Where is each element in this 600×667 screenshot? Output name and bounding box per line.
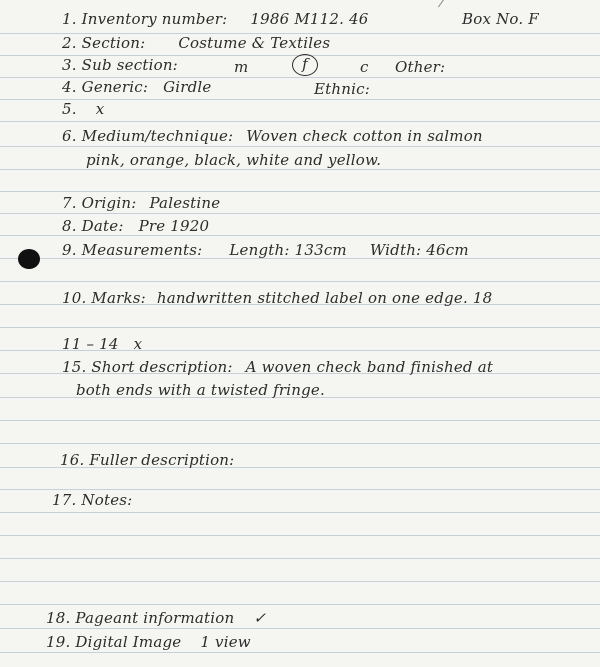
ruled-line	[0, 213, 600, 214]
field-ethnic: Ethnic:	[314, 80, 370, 98]
field-section	[62, 34, 330, 52]
field-marks	[62, 289, 492, 307]
field-inventory-number	[62, 10, 369, 28]
punch-hole	[18, 249, 40, 269]
ruled-line	[0, 420, 600, 421]
field-label: 2. Section:	[62, 34, 146, 52]
field-notes: 17. Notes:	[52, 491, 133, 509]
field-value: Woven check cotton in salmon	[246, 127, 483, 145]
field-date	[62, 217, 209, 235]
field-label: 9. Measurements:	[62, 241, 203, 259]
field-value-length: Length: 133cm	[229, 241, 347, 259]
field-medium-technique-continued: pink, orange, black, white and yellow.	[86, 151, 382, 169]
field-short-description-continued: both ends with a twisted fringe.	[76, 381, 325, 399]
field-label: 8. Date:	[62, 217, 124, 235]
ruled-line	[0, 169, 600, 170]
tick-mark: ✓	[253, 609, 267, 627]
field-5	[62, 100, 104, 118]
field-value: Costume & Textiles	[178, 34, 331, 52]
field-label: 10. Marks:	[62, 289, 146, 307]
ruled-line	[0, 489, 600, 490]
sub-section-m: m	[234, 58, 249, 76]
ruled-line	[0, 604, 600, 605]
field-label: 7. Origin:	[62, 194, 137, 212]
field-11-14	[62, 335, 142, 353]
ruled-line	[0, 558, 600, 559]
ruled-line	[0, 443, 600, 444]
field-fuller-description: 16. Fuller description:	[60, 451, 235, 469]
field-sub-section	[62, 56, 178, 74]
field-value-width: Width: 46cm	[369, 241, 469, 259]
field-value: Girdle	[163, 78, 212, 96]
field-label: 11 – 14	[62, 335, 119, 353]
field-pageant-information	[46, 609, 266, 627]
corner-pen-mark	[426, 0, 444, 7]
field-value: Palestine	[149, 194, 221, 212]
ruled-line	[0, 121, 600, 122]
field-label: 3. Sub section:	[62, 56, 178, 74]
field-value: handwritten stitched label on one edge. 18	[156, 289, 493, 307]
field-measurements	[62, 241, 469, 259]
ruled-line	[0, 535, 600, 536]
ruled-line	[0, 512, 600, 513]
field-value: x	[133, 335, 143, 353]
field-generic	[62, 78, 212, 96]
field-label: 18. Pageant information	[46, 609, 235, 627]
ruled-line	[0, 235, 600, 236]
ruled-line	[0, 146, 600, 147]
field-short-description	[62, 358, 493, 376]
field-origin	[62, 194, 220, 212]
box-number: Box No. F	[462, 10, 539, 28]
ruled-line	[0, 191, 600, 192]
sub-section-c: c	[360, 58, 369, 76]
sub-section-other: Other:	[395, 58, 446, 76]
field-value: A woven check band finished at	[245, 358, 494, 376]
field-label: 19. Digital Image	[46, 633, 182, 651]
field-label: 5.	[62, 100, 77, 118]
field-label: 4. Generic:	[62, 78, 149, 96]
field-value: Pre 1920	[138, 217, 210, 235]
field-value: x	[95, 100, 105, 118]
ruled-line	[0, 281, 600, 282]
ruled-line	[0, 628, 600, 629]
field-label: 1. Inventory number:	[62, 10, 228, 28]
field-label: 15. Short description:	[62, 358, 233, 376]
field-value: 1986 M112. 46	[250, 10, 369, 28]
field-value: 1 view	[200, 633, 251, 651]
ruled-line	[0, 581, 600, 582]
field-medium-technique	[62, 127, 483, 145]
field-digital-image	[46, 633, 251, 651]
field-label: 6. Medium/technique:	[62, 127, 234, 145]
ruled-line	[0, 652, 600, 653]
ruled-line	[0, 327, 600, 328]
sub-section-f-circled: f	[292, 54, 318, 76]
